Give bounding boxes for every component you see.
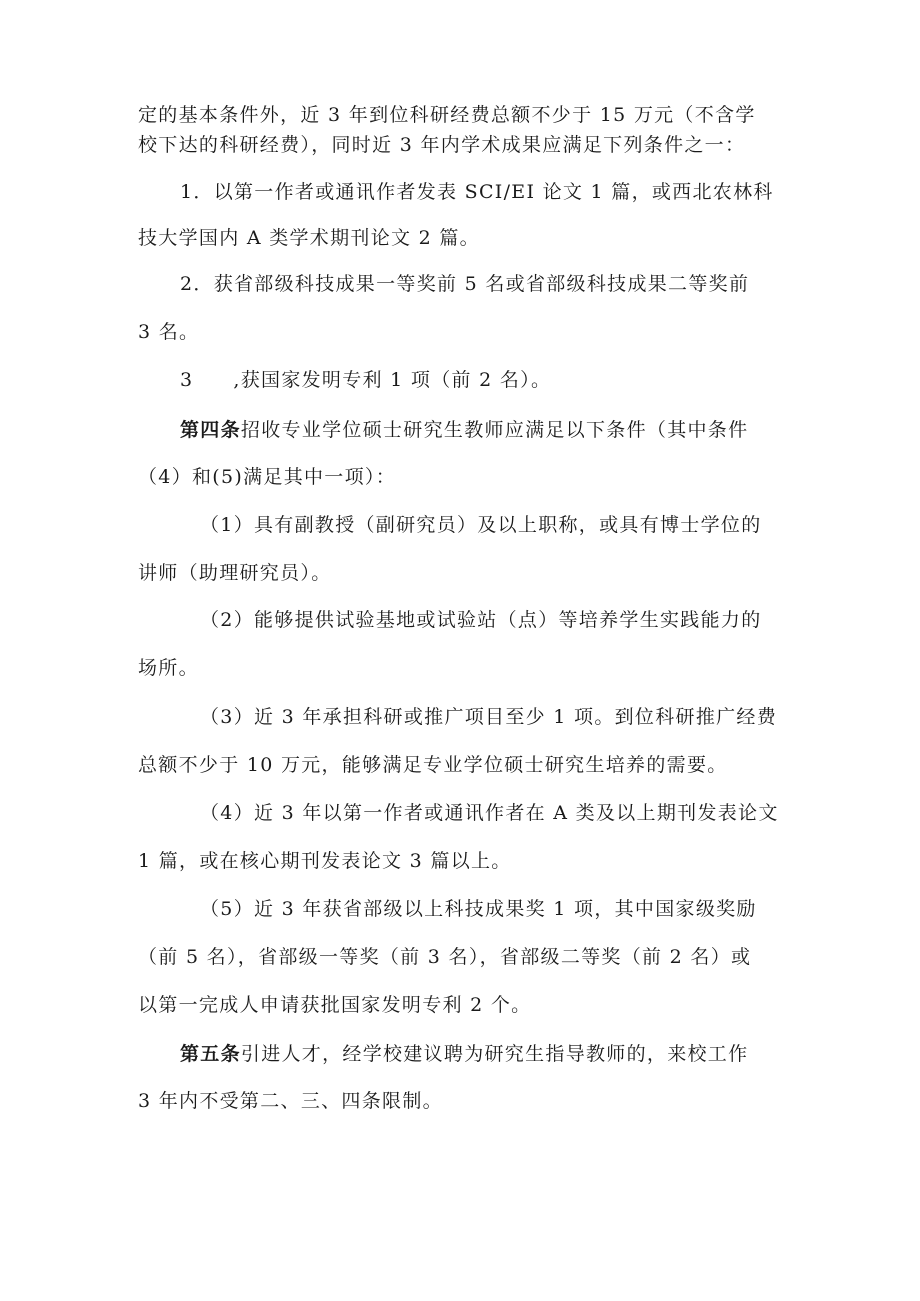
intro-line-2: 校下达的科研经费），同时近 3 年内学术成果应满足下列条件之一：	[138, 134, 746, 156]
condition-5-line-2: （前 5 名），省部级一等奖（前 3 名），省部级二等奖（前 2 名）或	[138, 946, 752, 968]
article-5-line-2: 3 年内不受第二、三、四条限制。	[138, 1090, 443, 1112]
condition-5-line-3: 以第一完成人申请获批国家发明专利 2 个。	[138, 994, 532, 1016]
item-3-number: 3	[180, 369, 194, 391]
item-2-line-1: 2．获省部级科技成果一等奖前 5 名或省部级科技成果二等奖前	[180, 273, 750, 295]
article-5-heading: 第五条	[180, 1043, 241, 1065]
article-5-text: 引进人才，经学校建议聘为研究生指导教师的，来校工作	[240, 1043, 749, 1065]
item-3-line	[180, 368, 551, 392]
article-4-heading: 第四条	[180, 419, 241, 441]
condition-4-line-1: （4）近 3 年以第一作者或通讯作者在 A 类及以上期刊发表论文	[200, 802, 779, 824]
condition-2-line-2: 场所。	[138, 657, 199, 679]
condition-4-line-2: 1 篇，或在核心期刊发表论文 3 篇以上。	[138, 850, 512, 872]
article-4-line-2: （4）和(5)满足其中一项）：	[138, 466, 397, 488]
article-5-line-1	[180, 1042, 748, 1066]
condition-2-line-1: （2）能够提供试验基地或试验站（点）等培养学生实践能力的	[200, 609, 762, 631]
condition-3-line-1: （3）近 3 年承担科研或推广项目至少 1 项。到位科研推广经费	[200, 706, 778, 728]
intro-line-1: 定的基本条件外，近 3 年到位科研经费总额不少于 15 万元（不含学	[138, 104, 756, 126]
item-3-text: ,获国家发明专利 1 项（前 2 名）。	[233, 369, 552, 391]
condition-3-line-2: 总额不少于 10 万元，能够满足专业学位硕士研究生培养的需要。	[138, 754, 728, 776]
condition-1-line-2: 讲师（助理研究员）。	[138, 562, 332, 584]
item-1-line-1: 1．以第一作者或通讯作者发表 SCI/EI 论文 1 篇，或西北农林科	[180, 181, 774, 203]
condition-1-line-1: （1）具有副教授（副研究员）及以上职称，或具有博士学位的	[200, 514, 762, 536]
item-1-line-2: 技大学国内 A 类学术期刊论文 2 篇。	[138, 227, 480, 249]
article-4-line-1	[180, 418, 748, 442]
item-2-line-2: 3 名。	[138, 321, 200, 343]
article-4-text: 招收专业学位硕士研究生教师应满足以下条件（其中条件	[240, 419, 749, 441]
condition-5-line-1: （5）近 3 年获省部级以上科技成果奖 1 项，其中国家级奖励	[200, 898, 757, 920]
